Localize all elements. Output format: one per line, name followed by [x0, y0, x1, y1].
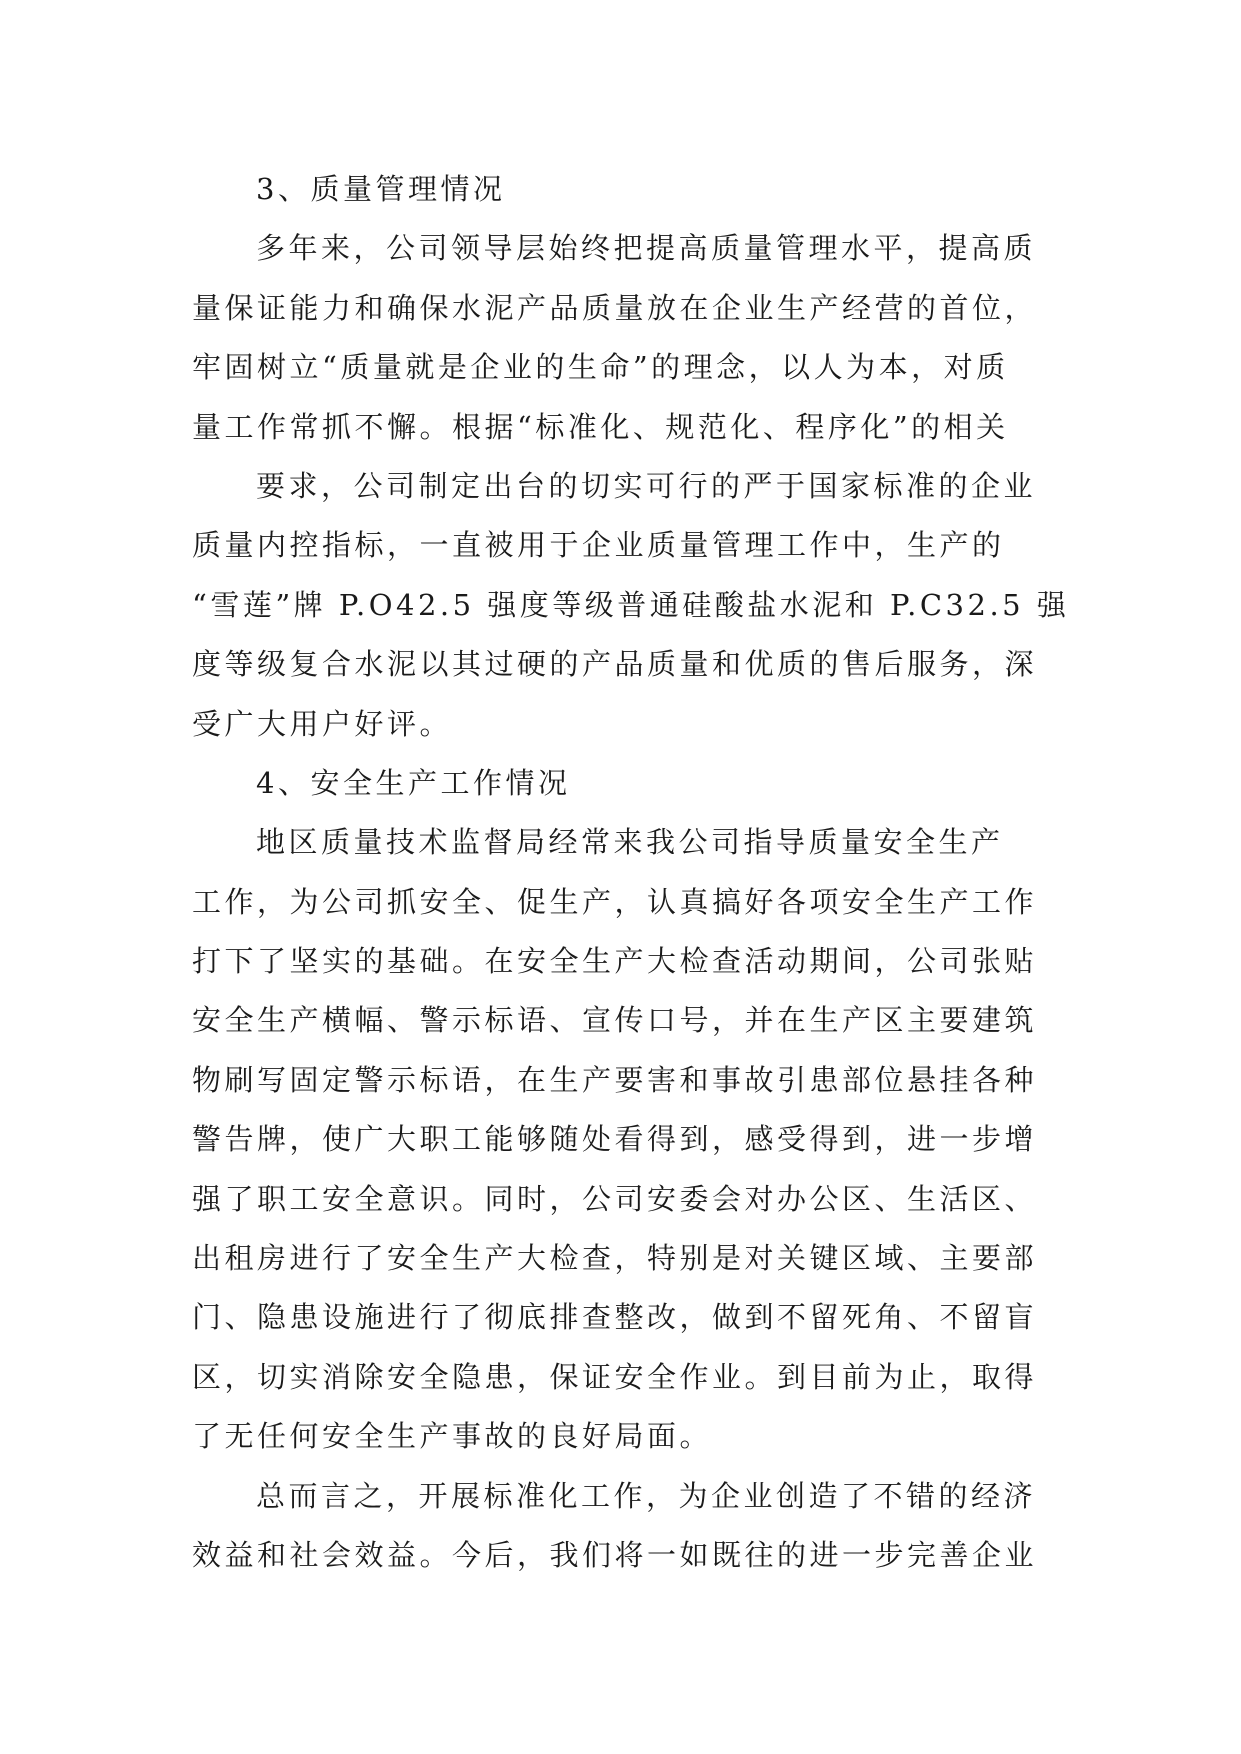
- text-line: 警告牌，使广大职工能够随处看得到，感受得到，进一步增: [192, 1122, 1038, 1157]
- text-line: 安全生产横幅、警示标语、宣传口号，并在生产区主要建筑: [192, 1003, 1038, 1038]
- text-line: 出租房进行了安全生产大检查，特别是对关键区域、主要部: [192, 1241, 1038, 1276]
- section-heading-safety: 4、安全生产工作情况: [256, 765, 571, 800]
- text-line: 量工作常抓不懈。根据“标准化、规范化、程序化”的相关: [192, 409, 1009, 444]
- text-line: 量保证能力和确保水泥产品质量放在企业生产经营的首位，: [192, 290, 1038, 325]
- text-line: 总而言之，开展标准化工作，为企业创造了不错的经济: [256, 1478, 1037, 1513]
- text-line: 质量内控指标，一直被用于企业质量管理工作中，生产的: [192, 528, 1005, 563]
- text-line: “雪莲”牌 P.O42.5 强度等级普通硅酸盐水泥和 P.C32.5 强: [192, 587, 1070, 622]
- text-line: 牢固树立“质量就是企业的生命”的理念，以人为本，对质: [192, 350, 1009, 385]
- text-line: 要求，公司制定出台的切实可行的严于国家标准的企业: [256, 468, 1037, 503]
- text-line: 物刷写固定警示标语，在生产要害和事故引患部位悬挂各种: [192, 1062, 1038, 1097]
- text-line: 效益和社会效益。今后，我们将一如既往的进一步完善企业: [192, 1537, 1038, 1572]
- text-line: 地区质量技术监督局经常来我公司指导质量安全生产: [256, 825, 1004, 860]
- text-line: 打下了坚实的基础。在安全生产大检查活动期间，公司张贴: [192, 944, 1038, 979]
- document-body: [192, 160, 1072, 1585]
- section-heading-quality: 3、质量管理情况: [256, 172, 506, 206]
- text-line: 区，切实消除安全隐患，保证安全作业。到目前为止，取得: [192, 1359, 1038, 1394]
- text-line: 度等级复合水泥以其过硬的产品质量和优质的售后服务，深: [192, 647, 1038, 682]
- text-line: 受广大用户好评。: [192, 706, 453, 741]
- text-line: 多年来，公司领导层始终把提高质量管理水平，提高质: [256, 231, 1037, 266]
- text-line: 了无任何安全生产事故的良好局面。: [192, 1419, 713, 1454]
- text-line: 工作，为公司抓安全、促生产，认真搞好各项安全生产工作: [192, 884, 1038, 919]
- text-line: 强了职工安全意识。同时，公司安委会对办公区、生活区、: [192, 1181, 1038, 1216]
- text-line: 门、隐患设施进行了彻底排查整改，做到不留死角、不留盲: [192, 1300, 1038, 1335]
